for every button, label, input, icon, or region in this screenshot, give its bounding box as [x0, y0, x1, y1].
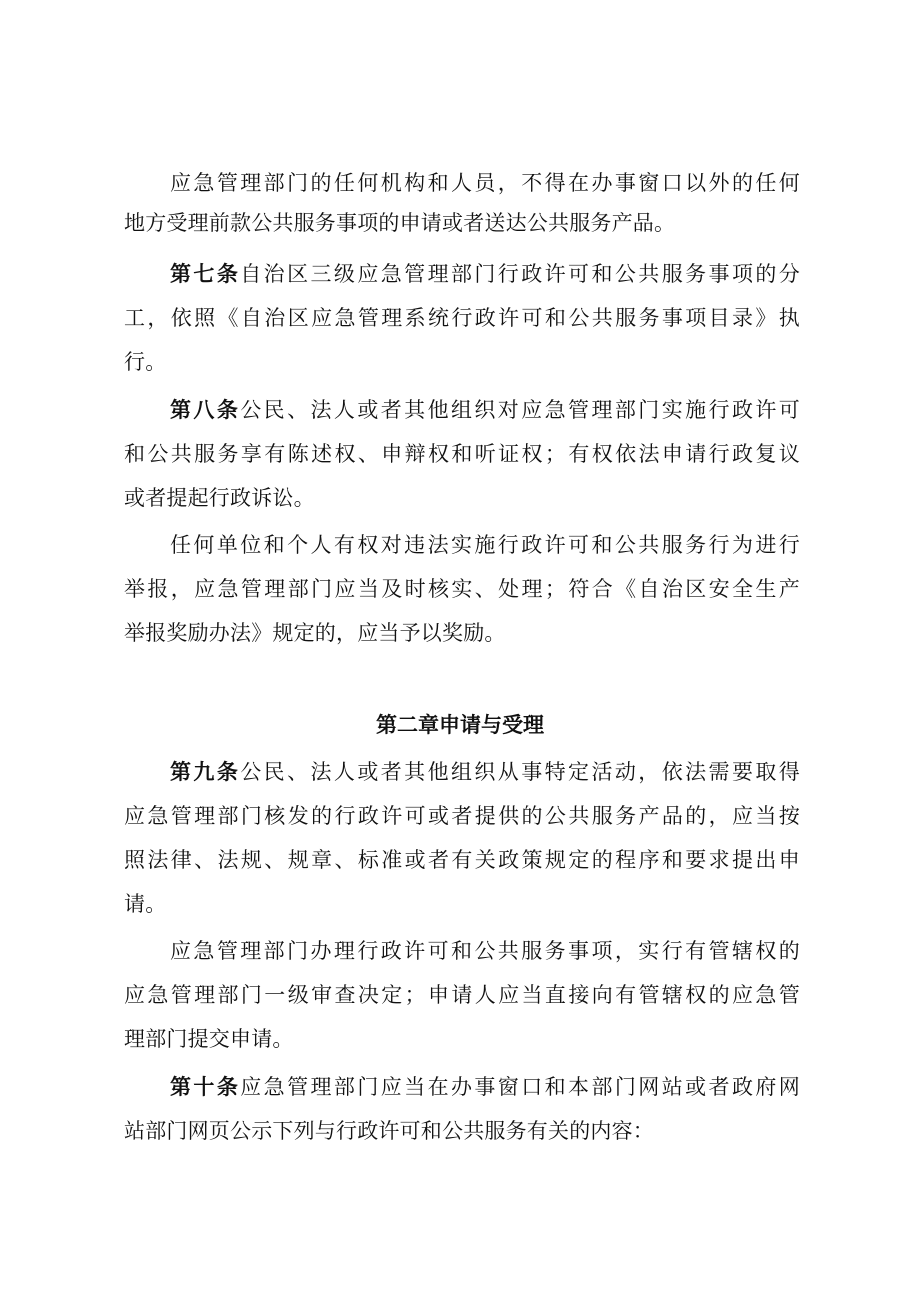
article-8-line: 第八条公民、法人或者其他组织对应急管理部门实施行政许可: [170, 398, 800, 422]
article-10-label: 第十条: [170, 1075, 241, 1099]
paragraph-line: 请。: [124, 892, 167, 916]
paragraph-line: 任何单位和个人有权对违法实施行政许可和公共服务行为进行: [170, 533, 800, 557]
paragraph-line: 举报奖励办法》规定的，应当予以奖励。: [124, 621, 506, 645]
paragraph-line: 应急管理部门一级审查决定；申请人应当直接向有管辖权的应急管: [124, 983, 800, 1007]
article-7-line: 第七条自治区三级应急管理部门行政许可和公共服务事项的分: [170, 262, 800, 286]
paragraph-line: 照法律、法规、规章、标准或者有关政策规定的程序和要求提出申: [124, 848, 800, 872]
paragraph-line: 理部门提交申请。: [124, 1027, 294, 1051]
paragraph-line: 应急管理部门的任何机构和人员，不得在办事窗口以外的任何: [170, 171, 800, 195]
paragraph-line: 站部门网页公示下列与行政许可和公共服务有关的内容：: [124, 1119, 654, 1143]
paragraph-line: 举报，应急管理部门应当及时核实、处理；符合《自治区安全生产: [124, 577, 800, 601]
paragraph-line: 应急管理部门核发的行政许可或者提供的公共服务产品的，应当按: [124, 804, 800, 828]
paragraph-line: 应急管理部门办理行政许可和公共服务事项，实行有管辖权的: [170, 939, 800, 963]
article-10-line: 第十条应急管理部门应当在办事窗口和本部门网站或者政府网: [170, 1075, 800, 1099]
article-8-label: 第八条: [170, 398, 241, 422]
chapter-heading: 第二章申请与受理: [376, 713, 544, 737]
paragraph-line: 行。: [124, 350, 167, 374]
paragraph-line: 或者提起行政诉讼。: [124, 486, 315, 510]
article-9-line: 第九条公民、法人或者其他组织从事特定活动，依法需要取得: [170, 760, 800, 784]
paragraph-line: 和公共服务享有陈述权、申辩权和听证权；有权依法申请行政复议: [124, 442, 800, 466]
article-7-label: 第七条: [170, 262, 241, 286]
paragraph-line: 地方受理前款公共服务事项的申请或者送达公共服务产品。: [124, 211, 676, 235]
paragraph-line: 工，依照《自治区应急管理系统行政许可和公共服务事项目录》执: [124, 306, 800, 330]
article-9-label: 第九条: [170, 760, 241, 784]
